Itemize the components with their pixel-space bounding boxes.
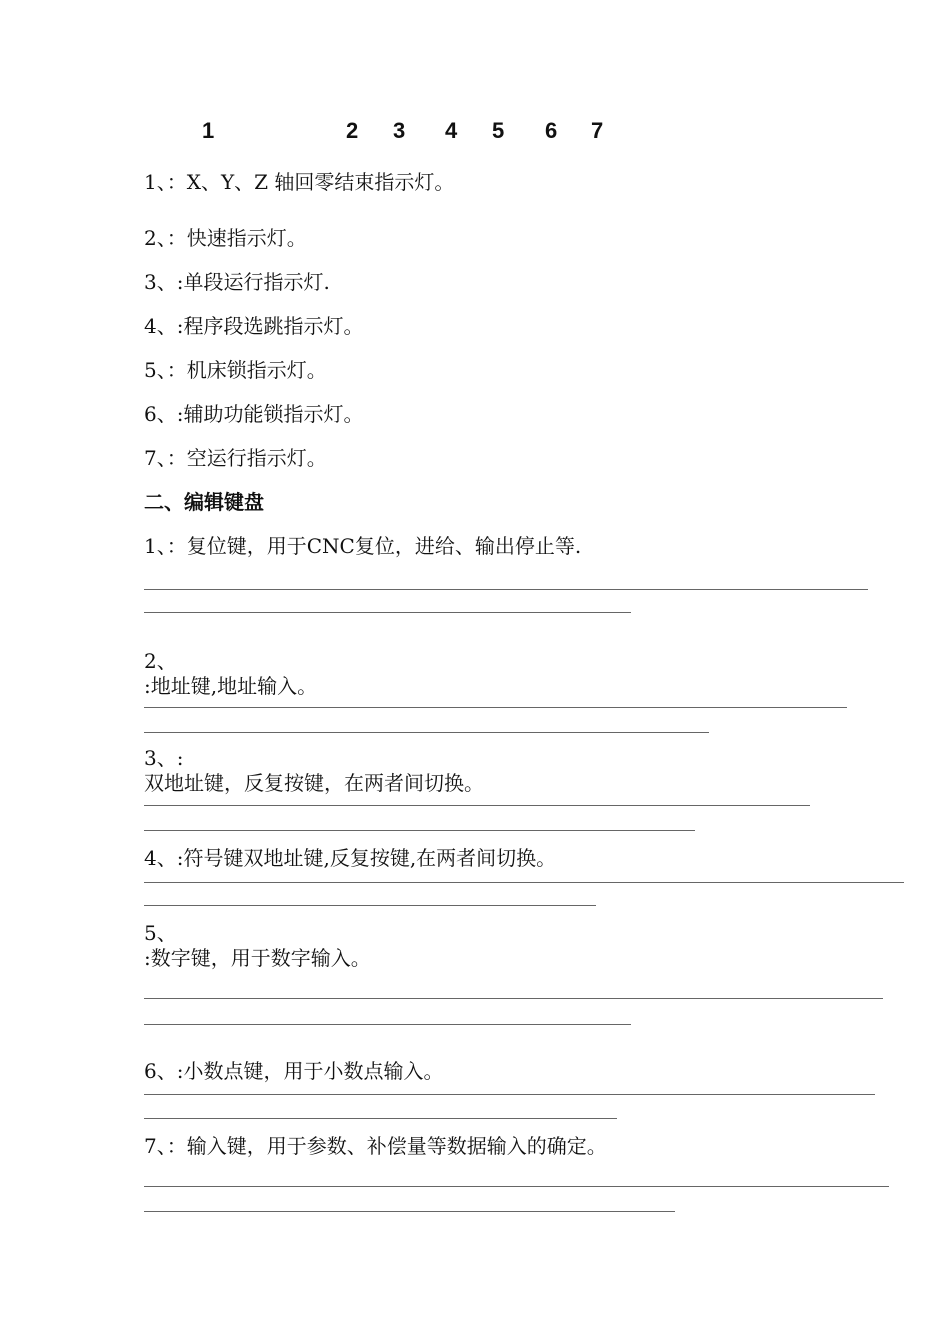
divider-rule [144, 882, 904, 883]
indicator-item-5: 5、：机床锁指示灯。 [144, 358, 327, 382]
indicator-number-3: 3 [393, 118, 406, 143]
indicator-item-7: 7、：空运行指示灯。 [144, 446, 327, 470]
divider-rule [144, 1118, 617, 1119]
divider-rule [144, 612, 631, 613]
divider-rule [144, 905, 596, 906]
divider-rule [144, 589, 868, 590]
keyboard-item-5-number: 5、 [144, 921, 177, 945]
indicator-number-5: 5 [492, 118, 505, 143]
divider-rule [144, 1186, 889, 1187]
divider-rule [144, 830, 695, 831]
indicator-number-2: 2 [346, 118, 359, 143]
indicator-item-1: 1、：X、Y、Z 轴回零结束指示灯。 [144, 170, 455, 194]
indicator-item-4: 4、:程序段选跳指示灯。 [144, 314, 364, 338]
indicator-number-4: 4 [445, 118, 458, 143]
indicator-item-2: 2、：快速指示灯。 [144, 226, 307, 250]
keyboard-item-3: 双地址键，反复按键，在两者间切换。 [144, 771, 484, 795]
keyboard-item-7: 7、：输入键，用于参数、补偿量等数据输入的确定。 [144, 1134, 607, 1158]
divider-rule [144, 1211, 675, 1212]
indicator-number-6: 6 [545, 118, 558, 143]
divider-rule [144, 1094, 875, 1095]
keyboard-item-4: 4、:符号键双地址键,反复按键,在两者间切换。 [144, 846, 557, 870]
indicator-number-row [0, 116, 950, 146]
divider-rule [144, 1024, 631, 1025]
indicator-item-6: 6、:辅助功能锁指示灯。 [144, 402, 364, 426]
divider-rule [144, 998, 883, 999]
keyboard-item-1: 1、：复位键，用于CNC复位，进给、输出停止等. [144, 534, 582, 558]
keyboard-item-5: :数字键，用于数字输入。 [144, 946, 371, 970]
divider-rule [144, 805, 810, 806]
divider-rule [144, 707, 847, 708]
indicator-number-1: 1 [202, 118, 215, 143]
indicator-item-3: 3、:单段运行指示灯. [144, 270, 330, 294]
section-title: 二、编辑键盘 [144, 490, 264, 514]
keyboard-item-6: 6、:小数点键，用于小数点输入。 [144, 1059, 444, 1083]
keyboard-item-3-number: 3、: [144, 746, 184, 770]
keyboard-item-2: :地址键,地址输入。 [144, 674, 318, 698]
divider-rule [144, 732, 709, 733]
indicator-number-7: 7 [591, 118, 604, 143]
keyboard-item-2-number: 2、 [144, 649, 177, 673]
